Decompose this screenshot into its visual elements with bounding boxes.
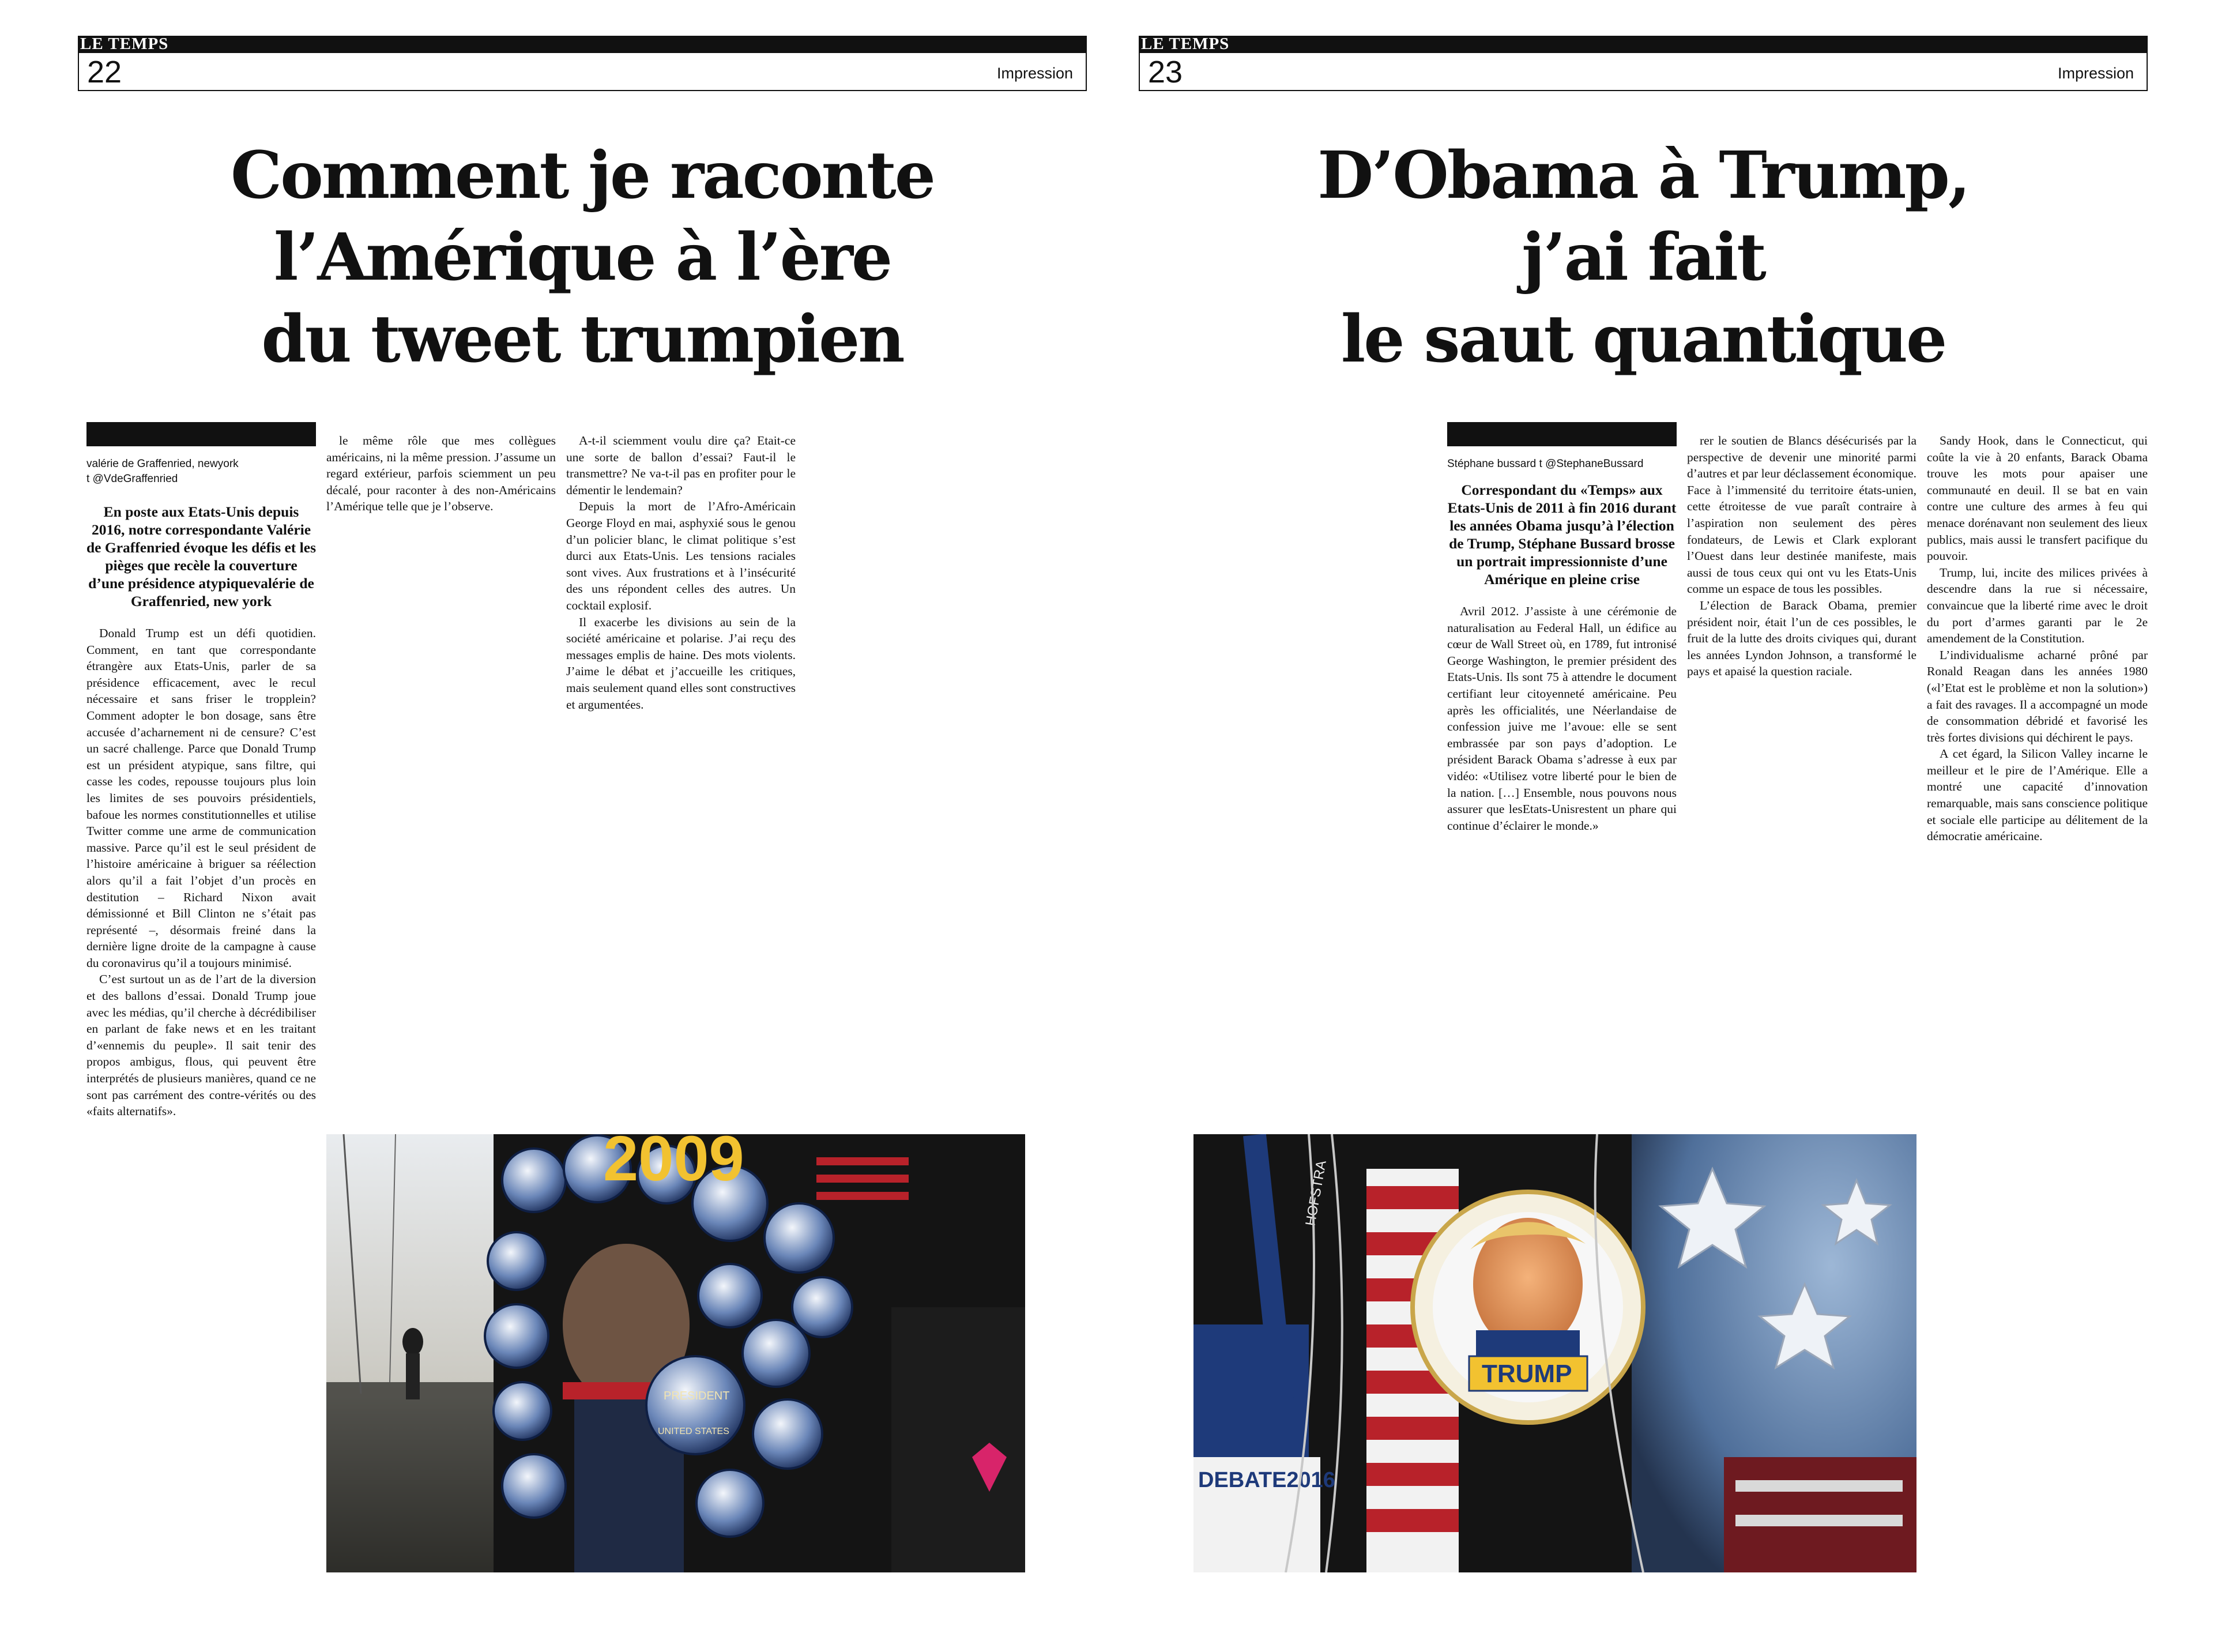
column-top-rule (1447, 422, 1677, 446)
body-paragraph: Sandy Hook, dans le Connecticut, qui coûte la vie à 20 enfants, Barack Obama trouve les mots pour apaiser une communauté en deuil. Il se bat en vain contre une culture des armes à feu qui menace dorénavant non seulement des lieux publics, mais aussi le transfert pacifique du pouvoir. (1927, 434, 2148, 563)
article-column-3 (566, 432, 796, 713)
photo-badge-text: UNITED STATES (658, 1427, 729, 1436)
headline-line: du tweet trumpien (261, 302, 903, 377)
page-left (78, 36, 1087, 1633)
body-paragraph: Il exacerbe les divisions au sein de la société américaine et polarise. J’ai reçu des messages emplis de haine. Des mots violents. J’aime le débat et j’accueille les critiques, mais seulement quand elles sont constructives et argumentées. (566, 615, 796, 712)
body-paragraph: A cet égard, la Silicon Valley incarne le meilleur et le pire de l’Amérique. Elle a montré une capacité d’innovation remarquable, mais sans conscience politique et sociale elle participe au délitement de la démocratie américaine. (1927, 747, 2148, 844)
body-paragraph: Depuis la mort de l’Afro-Américain George Floyd en mai, asphyxié sous le genou d’un policier blanc, le climat politique s’est durci aux Etats-Unis. Les tensions raciales sont vives. Aux frustrations et à l’insécurité des uns répondent celles des autres. Un cocktail explosif. (566, 499, 796, 612)
headline-line: l’Amérique à l’ère (273, 220, 891, 295)
photo-badge-text: PRESIDENT (664, 1390, 730, 1402)
photo-badge-text: 2009 (603, 1134, 744, 1194)
article-column-1 (86, 457, 316, 1120)
photo-badge-text: HOFSTRA (1302, 1159, 1330, 1228)
body-paragraph: Avril 2012. J’assiste à une cérémonie de naturalisation au Federal Hall, un édifice au cœur de Wall Street où, en 1789, fut intronisé George Washington, le premier président des Etats-Unis. Ils sont 75 à attendre le document certifiant leur citoyenneté américaine. Peu après les officialités, une Néerlandaise de confession juive me l’avoue: elle se sent embrassée par son pays d’adoption. Le président Barack Obama s’adresse à eux par vidéo: «Utilisez votre liberté pour le bien de la nation. […] Ensemble, nous pouvons nous assurer que lesEtats-Unisrestent un phare qui continue d’éclairer le monde.» (1447, 604, 1677, 833)
headline-line: D’Obama à Trump, (1317, 138, 1969, 213)
byline: Stéphane bussard t @StephaneBussard (1447, 458, 1644, 470)
article-lead: Correspondant du «Temps» aux Etats-Unis de 2011 à fin 2016 durant les années Obama jusqu’à l’élection de Trump, Stéphane Bussard brosse un portrait impressionniste d’une Amérique en pleine crise (1447, 481, 1677, 588)
body-paragraph: L’individualisme acharné prôné par Ronald Reagan dans les années 1980 («l’Etat est le problème et non la solution») a fait des ravages. Il a accompagné un mode de consommation débridé et favorisé les très fortes divisions qui déchirent le pays. (1927, 648, 2148, 744)
headline-line: le saut quantique (1341, 302, 1946, 377)
section-rubric: Impression (996, 65, 1073, 82)
folio-row (78, 53, 1087, 91)
masthead-logo: LE TEMPS (1141, 35, 1230, 53)
body-paragraph: le même rôle que mes collègues américains, ni la même pression. J’assume un regard extérieur, parfois sciemment un peu décalé, pour raconter à des non-Américains l’Amérique telle que je l’observe. (326, 434, 556, 514)
body-paragraph: A-t-il sciemment voulu dire ça? Etait-ce une sorte de ballon d’essai? Faut-il le transmettre? Ne va-t-il pas en profiter pour le démentir le lendemain? (566, 434, 796, 497)
headline-line: Comment je raconte (231, 138, 934, 213)
article-column-2 (1687, 432, 1916, 680)
article-column-2 (326, 432, 556, 515)
body-paragraph: C’est surtout un as de l’art de la diversion et des ballons d’essai. Donald Trump joue avec les médias, qu’il cherche à décrédibiliser en parlant de fake news et en les traitant d’«ennemis du peuple». Il sait tenir des propos ambigus, flous, qui peuvent être interprétés de plusieurs manières, quand ce ne sont pas carrément des contre-vérités ou des «faits alternatifs». (86, 972, 316, 1119)
page-number: 22 (87, 55, 122, 89)
photo-obama-buttons (326, 1134, 1025, 1572)
article-lead: En poste aux Etats-Unis depuis 2016, notre correspondante Valérie de Graffenried évoque les défis et les pièges que recèle la couverture d’une présidence atypiquevalérie de Graffenried, new york (86, 503, 317, 609)
body-paragraph: Donald Trump est un défi quotidien. Comment, en tant que correspondante étrangère aux Etats-Unis, parler de sa présidence efficacement, avec le recul nécessaire et sans friser le tropplein? Comment adopter le bon dosage, sans être accusée d’acharnement ni de censure? C’est un sacré challenge. Parce que Donald Trump est un président atypique, sans filtre, qui casse les codes, repousse toujours plus loin les limites de ses pouvoirs présidentiels, bafoue les normes constitutionnelles et utilise Twitter comme une arme de communication massive. Parce qu’il est le seul président de l’histoire américaine à briguer sa réélection alors qu’il a fait l’objet d’un procès en destitution – Richard Nixon avait démissionné et Bill Clinton ne s’était pas représenté –, désormais freiné dans la dernière ligne droite de la campagne à cause du coronavirus qu’il a toujours minimisé. (86, 626, 316, 970)
masthead-logo: LE TEMPS (80, 35, 169, 53)
headline (1139, 135, 2148, 381)
masthead-bar (78, 36, 1087, 53)
section-rubric: Impression (2057, 65, 2134, 82)
photo-trump-badge (1193, 1134, 1916, 1572)
article-column-3 (1927, 432, 2148, 845)
masthead-bar (1139, 36, 2148, 53)
photo-badge-text: TRUMP (1482, 1360, 1572, 1388)
page-number: 23 (1148, 55, 1183, 89)
byline-name: valérie de Graffenried, newyork (86, 458, 239, 470)
article-column-1 (1447, 457, 1677, 834)
headline-line: j’ai fait (1522, 220, 1765, 295)
headline (78, 135, 1087, 381)
column-top-rule (86, 422, 316, 446)
body-paragraph: rer le soutien de Blancs désécurisés par la perspective de devenir une minorité parmi d’autres et par leur déclassement économique. Face à l’immensité du territoire états-unien, cette étroitesse de vue paraît contraire à l’aspiration non seulement des pères fondateurs, de Lewis et Clark explorant l’Ouest dans leur destinée manifeste, mais aussi de tous ceux qui ont vu les Etats-Unis comme un espace de tous les possibles. (1687, 434, 1916, 596)
byline-handle: t @VdeGraffenried (86, 473, 178, 485)
body-paragraph: Trump, lui, incite des milices privées à descendre dans la rue si nécessaire, convaincue que la liberté rime avec le droit du port d’armes garanti par le 2e amendement de la Constitution. (1927, 565, 2148, 646)
body-paragraph: L’élection de Barack Obama, premier président noir, était l’un de ces possibles, le fruit de la lutte des droits civiques qui, durant les années Lyndon Johnson, a transformé le pays et apaisé la question raciale. (1687, 598, 1916, 679)
page-right (1139, 36, 2148, 1633)
photo-badge-text: DEBATE2016 (1198, 1468, 1335, 1492)
folio-row (1139, 53, 2148, 91)
